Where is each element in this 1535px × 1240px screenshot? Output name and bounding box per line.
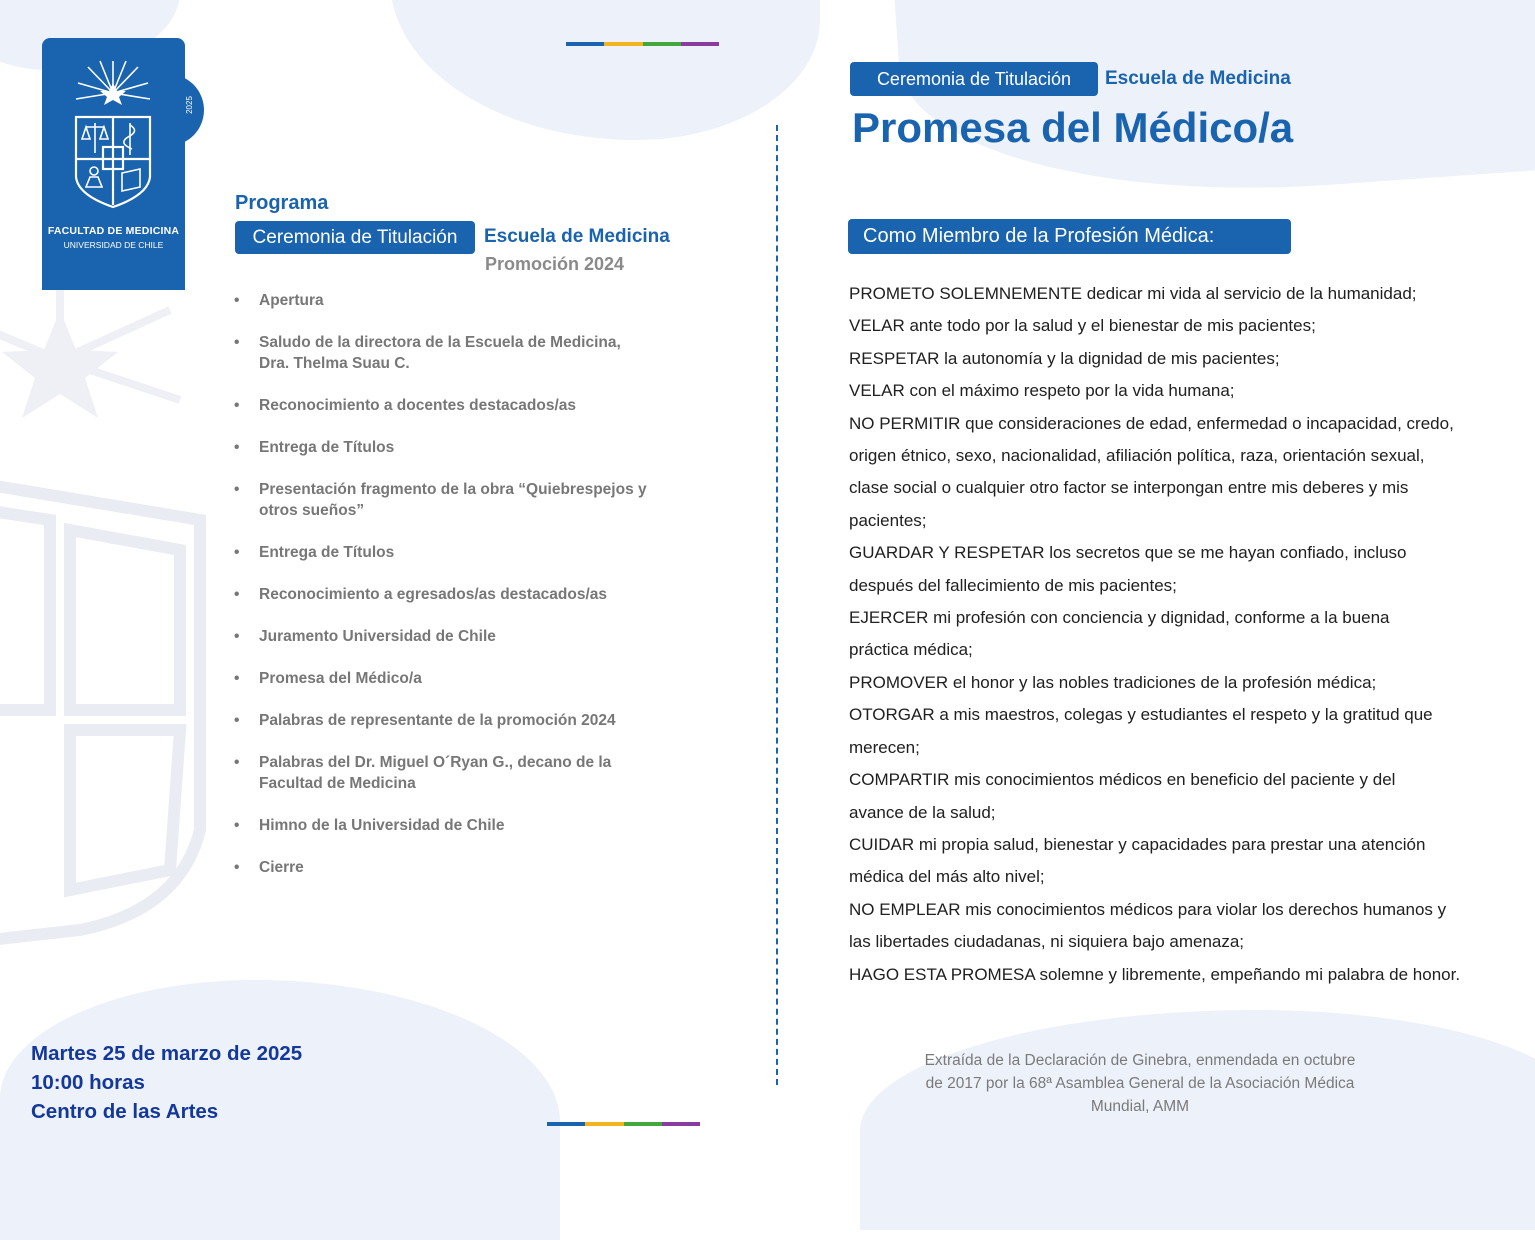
logo-subname: UNIVERSIDAD DE CHILE (63, 240, 164, 250)
event-place: Centro de las Artes (31, 1100, 219, 1123)
pledge-line: pacientes; (849, 510, 927, 530)
pledge-text (849, 278, 1499, 991)
page-title: Promesa del Médico/a (852, 104, 1294, 151)
pledge-line: las libertades ciudadanas, ni siquiera bajo amenaza; (849, 932, 1245, 952)
pledge-line: PROMETO SOLEMNEMENTE dedicar mi vida al servicio de la humanidad; (849, 284, 1417, 303)
page-divider (776, 125, 778, 1085)
crest-watermark-icon (0, 270, 220, 970)
pledge-line: merecen; (849, 737, 920, 757)
pledge-line: COMPARTIR mis conocimientos médicos en beneficio del paciente y del (849, 770, 1396, 790)
pledge-line: médica del más alto nivel; (849, 867, 1045, 887)
program-item: • Presentación fragmento de la obra “Quiebrespejos y otros sueños” (234, 479, 664, 521)
promotion-label: Promoción 2024 (485, 254, 625, 274)
pledge-line: después del fallecimiento de mis pacientes; (849, 575, 1177, 595)
ceremony-badge: Ceremonia de Titulación (235, 221, 475, 254)
pledge-line: GUARDAR Y RESPETAR los secretos que se me hayan confiado, incluso (849, 543, 1407, 563)
program-item: • Entrega de Títulos (234, 437, 664, 458)
logo-year: 2025 (185, 96, 194, 114)
pledge-line: CUIDAR mi propia salud, bienestar y capacidades para prestar una atención (849, 834, 1426, 854)
pledge-line: origen étnico, sexo, nacionalidad, afiliación política, raza, orientación sexual, (849, 446, 1425, 466)
program-item: • Promesa del Médico/a (234, 668, 664, 689)
color-bar-bottom (547, 1122, 700, 1126)
program-item: • Himno de la Universidad de Chile (234, 815, 664, 836)
pledge-line: EJERCER mi profesión con conciencia y dignidad, conforme a la buena (849, 608, 1390, 628)
pledge-line: clase social o cualquier otro factor se interpongan entre mis deberes y mis (849, 478, 1409, 498)
program-heading: Programa (235, 192, 329, 214)
pledge-line: HAGO ESTA PROMESA solemne y libremente, empeñando mi palabra de honor. (849, 964, 1461, 984)
program-item: • Apertura (234, 290, 664, 311)
ceremony-badge: Ceremonia de Titulación (850, 62, 1098, 96)
university-crest-icon (58, 55, 168, 215)
school-label: Escuela de Medicina (1105, 68, 1291, 89)
pledge-line: práctica médica; (849, 640, 973, 660)
program-item: • Palabras del Dr. Miguel O´Ryan G., decano de la Facultad de Medicina (234, 752, 664, 794)
background-shape (860, 1010, 1535, 1230)
program-item: • Saludo de la directora de la Escuela de Medicina, Dra. Thelma Suau C. (234, 332, 664, 374)
pledge-line: VELAR con el máximo respeto por la vida humana; (849, 381, 1235, 401)
pledge-line: avance de la salud; (849, 802, 996, 822)
pledge-line: PROMOVER el honor y las nobles tradiciones de la profesión médica; (849, 672, 1377, 692)
pledge-line: RESPETAR la autonomía y la dignidad de mis pacientes; (849, 348, 1280, 368)
event-time: 10:00 horas (31, 1071, 145, 1094)
pledge-line: OTORGAR a mis maestros, colegas y estudiantes el respeto y la gratitud que (849, 705, 1433, 725)
background-shape (390, 0, 820, 140)
source-note: Extraída de la Declaración de Ginebra, enmendada en octubre de 2017 por la 68ª Asamblea General de la Asociación Médica Mundial, AMM (924, 1052, 1356, 1115)
program-item: • Palabras de representante de la promoción 2024 (234, 710, 664, 731)
pledge-line: VELAR ante todo por la salud y el bienestar de mis pacientes; (849, 316, 1316, 336)
program-item: • Entrega de Títulos (234, 542, 664, 563)
event-date: Martes 25 de marzo de 2025 (31, 1042, 303, 1065)
program-item: • Cierre (234, 857, 664, 878)
program-item: • Reconocimiento a egresados/as destacados/as (234, 584, 664, 605)
school-label: Escuela de Medicina (484, 226, 670, 247)
pledge-line: NO PERMITIR que consideraciones de edad, enfermedad o incapacidad, credo, (849, 413, 1454, 433)
logo-name: FACULTAD DE MEDICINA (47, 225, 180, 237)
pledge-line: NO EMPLEAR mis conocimientos médicos para violar los derechos humanos y (849, 899, 1447, 919)
color-bar-top (566, 42, 719, 46)
program-item: • Juramento Universidad de Chile (234, 626, 664, 647)
program-list (234, 290, 664, 899)
program-item: • Reconocimiento a docentes destacados/as (234, 395, 664, 416)
section-badge: Como Miembro de la Profesión Médica: (848, 219, 1291, 254)
